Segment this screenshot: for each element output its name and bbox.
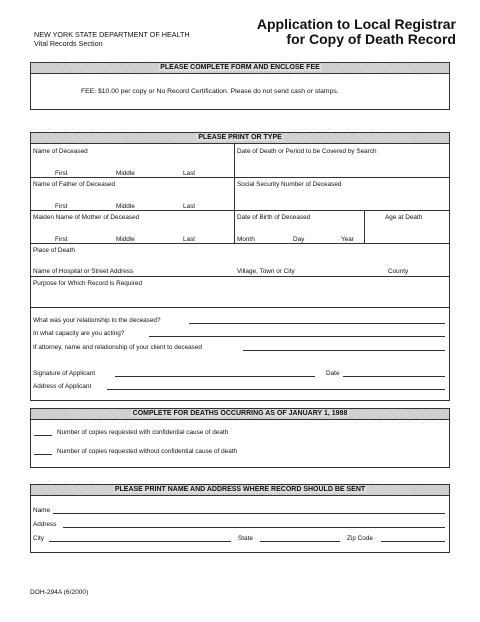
title-line-1: Application to Local Registrar [256,16,456,32]
form-title [257,17,456,47]
mailing-heading [31,485,449,496]
dob-year: Year [341,236,354,243]
mailing-name-field[interactable] [53,513,445,514]
dob-month: Month [237,236,255,243]
title-line-2: for Copy of Death Record [286,31,456,47]
mailing-city-label: City [33,535,45,542]
fee-heading-text: PLEASE COMPLETE FORM AND ENCLOSE FEE [160,64,320,71]
applicant-address-field[interactable] [107,389,445,390]
hospital-label: Name of Hospital or Street Address [33,268,134,275]
dob-day: Day [293,236,305,243]
county-label: County [388,268,409,275]
mailing-zip-label: Zip Code [347,535,373,542]
mother-middle: Middle [116,236,135,243]
form-number: DOH-294A (6/2000) [30,589,89,596]
mailing-name-label: Name [33,507,51,514]
deceased-info-section [30,132,450,401]
deceased-first: First [55,170,68,177]
deaths-1988-heading-text: COMPLETE FOR DEATHS OCCURRING AS OF JANUARY 1, 1988 [132,410,348,417]
mailing-address-label: Address [33,521,57,528]
age-label: Age at Death [385,214,423,221]
name-of-deceased-label: Name of Deceased [33,148,88,155]
capacity-label: In what capacity are you acting? [33,330,125,337]
deceased-middle: Middle [116,170,135,177]
agency-name: NEW YORK STATE DEPARTMENT OF HEALTH [34,30,190,39]
with-cause-label: Number of copies requested with confidential cause of death [57,429,229,436]
place-of-death-label: Place of Death [33,247,75,254]
attorney-field[interactable] [243,350,445,351]
deaths-1988-section [30,408,450,468]
village-label: Village, Town or City [237,268,295,275]
signature-field[interactable] [115,376,315,377]
mailing-city-field[interactable] [49,541,231,542]
date-of-death-label: Date of Death or Period to be Covered by Search [237,148,377,155]
signature-label: Signature of Applicant [33,370,96,377]
fee-text: FEE: $10.00 per copy or No Record Certification. Please do not send cash or stamps. [81,88,339,95]
without-cause-label: Number of copies requested without confidential cause of death [57,448,238,455]
mailing-state-label: State [238,535,253,542]
print-heading [31,133,449,144]
copies-with-cause-field[interactable] [34,435,52,436]
purpose-label: Purpose for Which Record is Required [33,280,143,287]
mother-label: Maiden Name of Mother of Deceased [33,214,140,221]
father-last: Last [183,203,196,210]
deaths-1988-heading [31,409,449,420]
date-field[interactable] [343,376,445,377]
address-of-applicant-label: Address of Applicant [33,383,92,390]
mailing-address-field[interactable] [63,527,445,528]
print-heading-text: PLEASE PRINT OR TYPE [198,134,282,141]
fee-heading [31,63,449,74]
relationship-field[interactable] [189,323,445,324]
ssn-label: Social Security Number of Deceased [237,181,342,188]
mother-first: First [55,236,68,243]
mailing-zip-field[interactable] [381,541,445,542]
attorney-label: If attorney, name and relationship of your client to deceased [33,344,202,351]
deceased-last: Last [183,170,196,177]
mailing-state-field[interactable] [260,541,340,542]
section-name: Vital Records Section [34,38,103,48]
relationship-label: What was your relationship to the deceased? [33,317,161,324]
mother-last: Last [183,236,196,243]
dob-label: Date of Birth of Deceased [237,214,311,221]
fee-section [30,62,450,110]
date-label: Date [326,370,340,377]
agency-header [34,31,190,48]
father-middle: Middle [116,203,135,210]
father-label: Name of Father of Deceased [33,181,116,188]
mailing-section [30,484,450,553]
copies-without-cause-field[interactable] [34,454,52,455]
capacity-field[interactable] [149,336,445,337]
mailing-heading-text: PLEASE PRINT NAME AND ADDRESS WHERE RECORD SHOULD BE SENT [114,486,366,493]
father-first: First [55,203,68,210]
